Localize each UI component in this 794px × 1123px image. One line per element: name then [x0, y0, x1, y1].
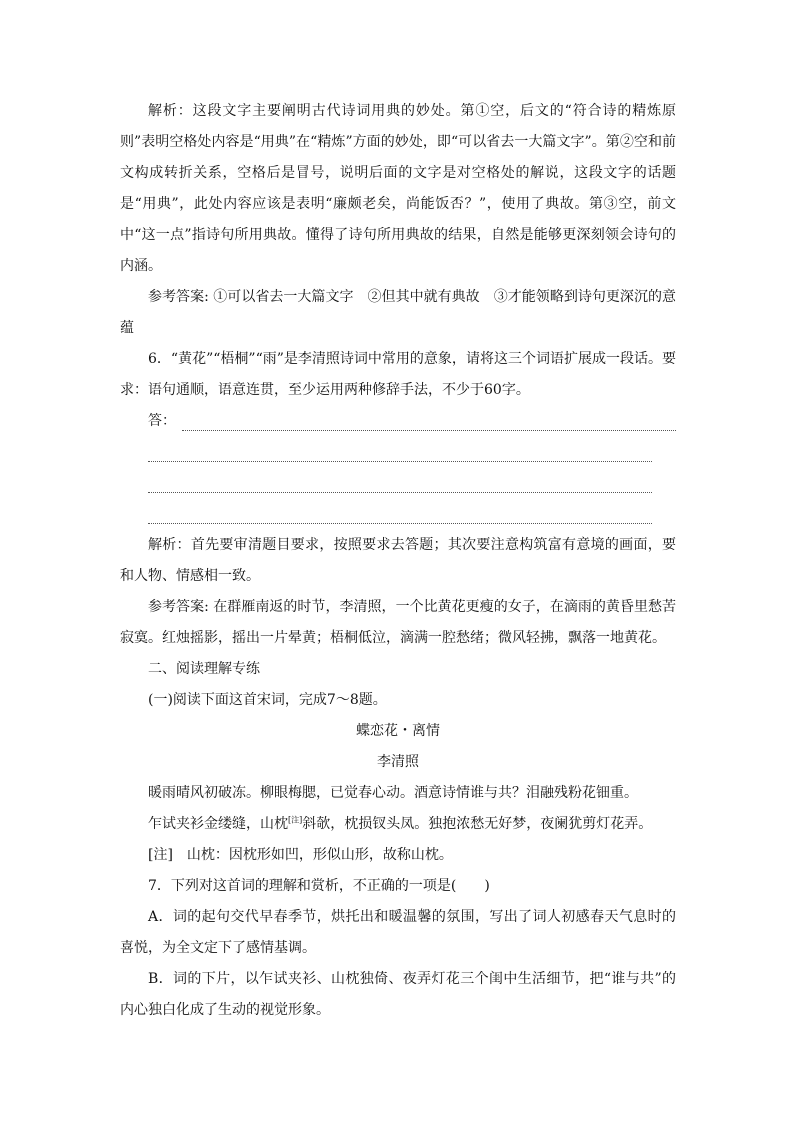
analysis-q6: 解析：首先要审清题目要求，按照要求去答题；其次要注意构筑富有意境的画面，要和人物、情感相一致。	[120, 537, 676, 584]
poem-note: [注] 山枕：因枕形如凹，形似山形，故称山枕。	[148, 847, 453, 863]
subsection-heading: (一)阅读下面这首宋词，完成7～8题。	[148, 692, 387, 708]
question-6: 6．“黄花”“梧桐”“雨”是李清照诗词中常用的意象，请将这三个词语扩展成一段话。要求：语句通顺，语意连贯，至少运用两种修辞手法，不少于60字。	[120, 351, 676, 398]
footnote-marker: [注]	[288, 815, 303, 825]
answer-q6: 参考答案: 在群雁南返的时节，李清照，一个比黄花更瘦的女子，在滴雨的黄昏里愁苦寂寞。红烛摇影，摇出一片晕黄；梧桐低泣，滴满一腔愁绪；微风轻拂，飘落一地黄花。	[120, 599, 676, 646]
section-heading: 二、阅读理解专练	[148, 661, 260, 677]
dotted-answer-blank	[148, 445, 652, 462]
poem-title: 蝶恋花・离情	[356, 723, 440, 739]
option-b: B．词的下片，以乍试夹衫、山枕独倚、夜弄灯花三个闺中生活细节，把“谁与共”的内心独白化成了生动的视觉形象。	[120, 971, 676, 1018]
poem-line-2b: 斜欹，枕损钗头凤。独抱浓愁无好梦，夜阑犹剪灯花弄。	[302, 816, 653, 832]
dotted-answer-blank	[148, 507, 652, 524]
poem-line-2a: 乍试夹衫金缕缝，山枕	[148, 816, 288, 832]
poem-line-2	[120, 809, 676, 840]
answer-line-2	[120, 437, 676, 468]
answer-label: 答：	[148, 413, 176, 429]
answer-q5: 参考答案: ①可以省去一大篇文字 ②但其中就有典故 ③才能领略到诗句更深沉的意蕴	[120, 289, 676, 336]
analysis-q5: 解析：这段文字主要阐明古代诗词用典的妙处。第①空，后文的“符合诗的精炼原则”表明空格处内容是“用典”在“精炼”方面的妙处，即“可以省去一大篇文字”。第②空和前文构成转折关系，空格后是冒号，说明后面的文字是对空格处的解说，这段文字的话题是“用典”，此处内容应该是表明“廉颇老矣，尚能饭否？”，使用了典故。第③空，前文中“这一点”指诗句所用典故。懂得了诗句所用典故的结果，自然是能够更深刻领会诗句的内涵。	[120, 103, 676, 274]
answer-line-4	[120, 499, 676, 530]
document-page	[120, 96, 676, 1026]
poem-author: 李清照	[377, 754, 419, 770]
option-a: A．词的起句交代早春季节，烘托出和暖温馨的氛围，写出了词人初感春天气息时的喜悦，为全文定下了感情基调。	[120, 909, 676, 956]
answer-line-3	[120, 468, 676, 499]
question-7: 7．下列对这首词的理解和赏析，不正确的一项是( )	[148, 878, 490, 894]
dotted-answer-blank	[182, 414, 676, 431]
dotted-answer-blank	[148, 476, 652, 493]
poem-line-1: 暖雨晴风初破冻。柳眼梅腮，已觉春心动。酒意诗情谁与共？泪融残粉花钿重。	[148, 785, 638, 801]
answer-line-1	[120, 406, 676, 437]
